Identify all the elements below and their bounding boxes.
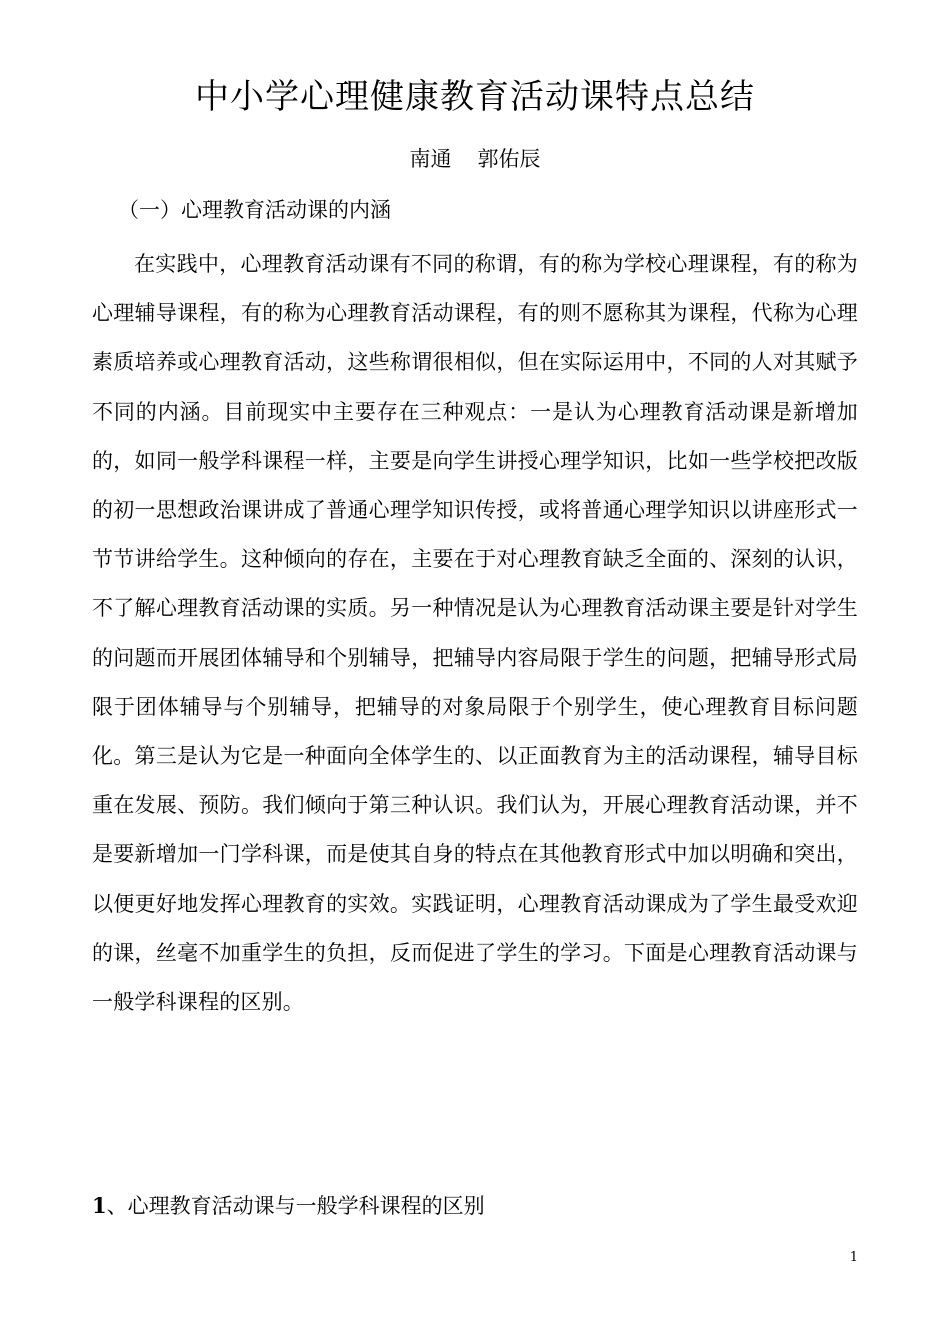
author-name: 郭佑辰	[477, 147, 541, 171]
page-number: 1	[849, 1250, 858, 1265]
author-place: 南通	[409, 147, 452, 171]
author-line	[0, 143, 950, 175]
subsection-number: 1	[92, 1193, 107, 1218]
section-heading: （一）心理教育活动课的内涵	[118, 198, 391, 222]
document-title: 中小学心理健康教育活动课特点总结	[195, 77, 755, 117]
subsection-title: 、心理教育活动课与一般学科课程的区别	[106, 1194, 485, 1218]
body-paragraph: 在实践中，心理教育活动课有不同的称谓，有的称为学校心理课程，有的称为心理辅导课程，有的称为心理教育活动课程，有的则不愿称其为课程，代称为心理素质培养或心理教育活动，这些称谓很相似，但在实际运用中，不同的人对其赋予不同的内涵。目前现实中主要存在三种观点：一是认为心理教育活动课是新增加的，如同一般学科课程一样，主要是向学生讲授心理学知识，比如一些学校把改版的初一思想政治课讲成了普通心理学知识传授，或将普通心理学知识以讲座形式一节节讲给学生。这种倾向的存在，主要在于对心理教育缺乏全面的、深刻的认识，不了解心理教育活动课的实质。另一种情况是认为心理教育活动课主要是针对学生的问题而开展团体辅导和个别辅导，把辅导内容局限于学生的问题，把辅导形式局限于团体辅导与个别辅导，把辅导的对象局限于个别学生，使心理教育目标问题化。第三是认为它是一种面向全体学生的、以正面教育为主的活动课程，辅导目标重在发展、预防。我们倾向于第三种认识。我们认为，开展心理教育活动课，并不是要新增加一门学科课，而是使其自身的特点在其他教育形式中加以明确和突出，以便更好地发挥心理教育的实效。实践证明，心理教育活动课成为了学生最受欢迎的课，丝毫不加重学生的负担，反而促进了学生的学习。下面是心理教育活动课与一般学科课程的区别。	[92, 252, 858, 1015]
subsection-heading	[92, 1190, 485, 1222]
